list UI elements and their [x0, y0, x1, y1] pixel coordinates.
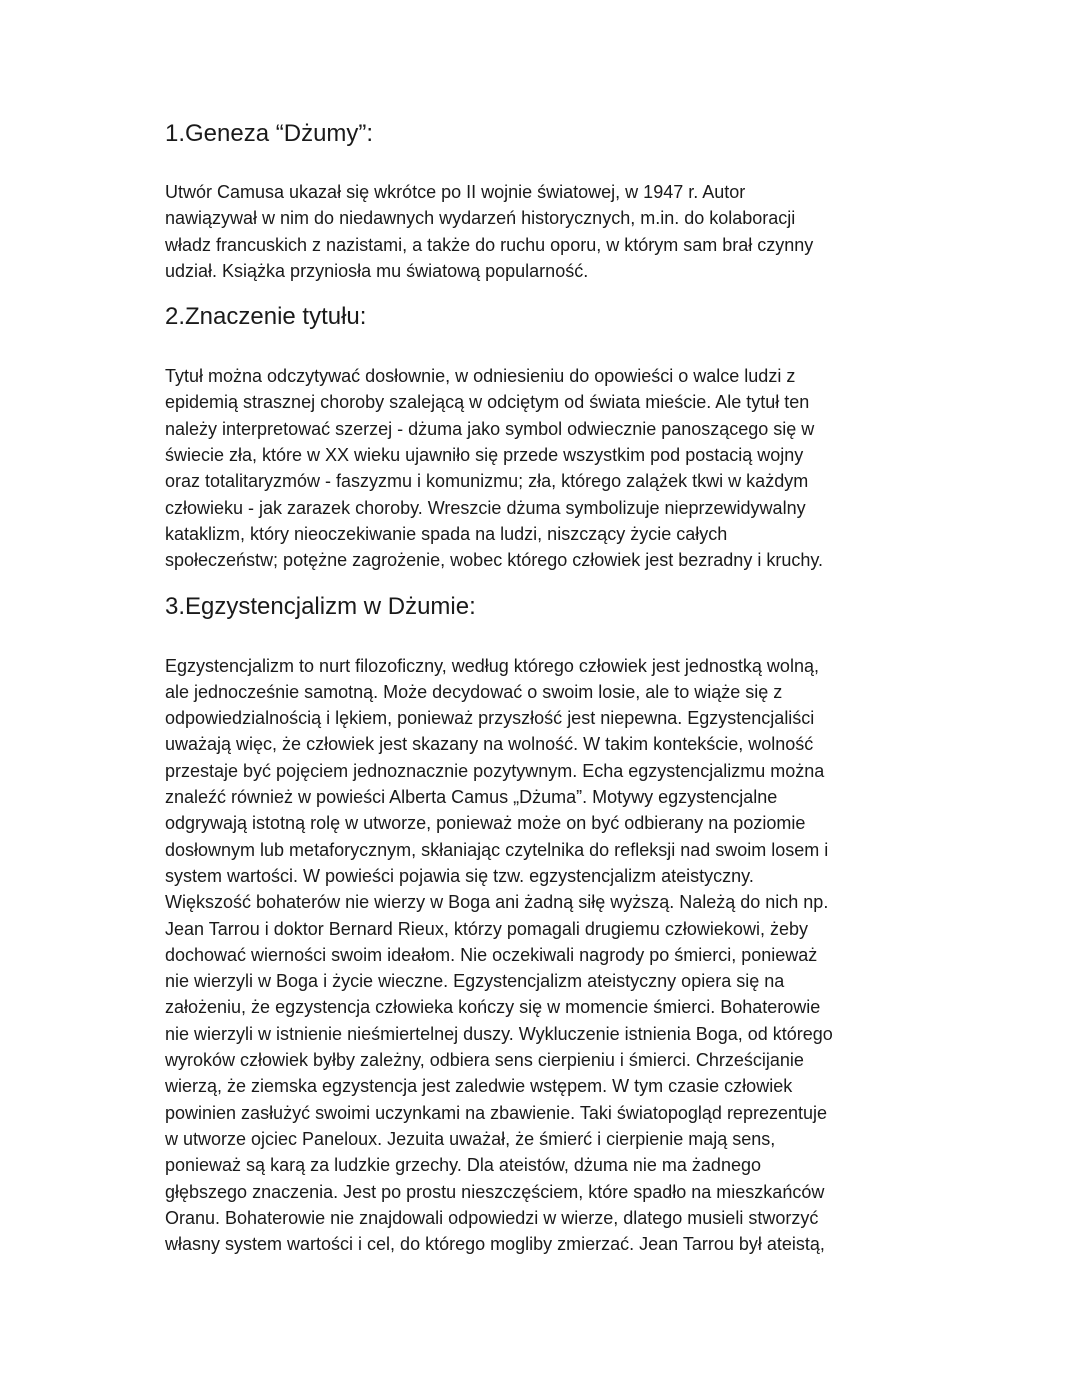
text-line: przestaje być pojęciem jednoznacznie pozytywnym. Echa egzystencjalizmu można: [165, 760, 825, 781]
text-line: odgrywają istotną rolę w utworze, ponieważ może on być odbierany na poziomie: [165, 813, 806, 834]
text-line: dosłownym lub metaforycznym, skłaniając czytelnika do refleksji nad swoim losem i: [165, 839, 829, 860]
section-heading-genesis: 1.Geneza “Dżumy”:: [165, 120, 374, 147]
text-line: własny system wartości i cel, do którego mogliby zmierzać. Jean Tarrou był ateistą,: [165, 1234, 825, 1255]
text-line: Egzystencjalizm to nurt filozoficzny, według którego człowiek jest jednostką wolną,: [165, 655, 819, 676]
text-line: nie wierzyli w Boga i życie wieczne. Egzystencjalizm ateistyczny opiera się na: [165, 971, 785, 992]
text-line: człowieku - jak zarazek choroby. Wreszcie dżuma symbolizuje nieprzewidywalny: [165, 497, 806, 518]
text-line: dochować wierności swoim ideałom. Nie oczekiwali nagrody po śmierci, ponieważ: [165, 944, 818, 965]
document-page: [165, 118, 925, 1257]
text-line: ale jednocześnie samotną. Może decydować o swoim losie, ale to wiąże się z: [165, 681, 783, 702]
text-line: powinien zasłużyć swoimi uczynkami na zbawienie. Taki światopogląd reprezentuje: [165, 1102, 828, 1123]
section-heading-title-meaning: 2.Znaczenie tytułu:: [165, 303, 367, 331]
text-line: ponieważ są karą za ludzkie grzechy. Dla ateistów, dżuma nie ma żadnego: [165, 1155, 761, 1176]
text-line: wyroków człowiek byłby zależny, odbiera sens cierpieniu i śmierci. Chrześcijanie: [165, 1050, 804, 1071]
text-line: społeczeństw; potężne zagrożenie, wobec którego człowiek jest bezradny i kruchy.: [165, 550, 824, 571]
text-line: system wartości. W powieści pojawia się tzw. egzystencjalizm ateistyczny.: [165, 865, 754, 886]
text-line: epidemią strasznej choroby szalejącą w odciętym od świata mieście. Ale tytuł ten: [165, 392, 810, 413]
text-line: udział. Książka przyniosła mu światową popularność.: [165, 260, 589, 281]
text-line: kataklizm, który nieoczekiwanie spada na ludzi, niszczący życie całych: [165, 523, 728, 544]
text-line: nawiązywał w nim do niedawnych wydarzeń historycznych, m.in. do kolaboracji: [165, 208, 796, 229]
section-paragraph-genesis: [165, 179, 925, 284]
text-line: Oranu. Bohaterowie nie znajdowali odpowiedzi w wierze, dlatego musieli stworzyć: [165, 1207, 819, 1228]
text-line: założeniu, że egzystencja człowieka kończy się w momencie śmierci. Bohaterowie: [165, 997, 821, 1018]
text-line: wierzą, że ziemska egzystencja jest zaledwie wstępem. W tym czasie człowiek: [165, 1076, 793, 1097]
text-line: władz francuskich z nazistami, a także do ruchu oporu, w którym sam brał czynny: [165, 234, 814, 255]
text-line: Jean Tarrou i doktor Bernard Rieux, którzy pomagali drugiemu człowiekowi, żeby: [165, 918, 808, 939]
text-line: Utwór Camusa ukazał się wkrótce po II wojnie światowej, w 1947 r. Autor: [165, 182, 746, 202]
text-line: Tytuł można odczytywać dosłownie, w odniesieniu do opowieści o walce ludzi z: [165, 366, 796, 387]
section-heading-existentialism: 3.Egzystencjalizm w Dżumie:: [165, 592, 476, 620]
text-line: głębszego znaczenia. Jest po prostu nieszczęściem, które spadło na mieszkańców: [165, 1181, 825, 1202]
text-line: nie wierzyli w istnienie nieśmiertelnej duszy. Wykluczenie istnienia Boga, od którego: [165, 1023, 833, 1044]
text-line: oraz totalitaryzmów - faszyzmu i komunizmu; zła, którego zalążek tkwi w każdym: [165, 471, 809, 492]
text-line: znaleźć również w powieści Alberta Camus „Dżuma”. Motywy egzystencjalne: [165, 787, 778, 808]
text-line: należy interpretować szerzej - dżuma jako symbol odwiecznie panoszącego się w: [165, 418, 815, 439]
section-paragraph-existentialism: [165, 653, 925, 1258]
section-paragraph-title-meaning: [165, 363, 925, 573]
text-line: świecie zła, które w XX wieku ujawniło się przede wszystkim pod postacią wojny: [165, 445, 804, 466]
text-line: Większość bohaterów nie wierzy w Boga ani żadną siłę wyższą. Należą do nich np.: [165, 892, 829, 913]
text-line: odpowiedzialnością i lękiem, ponieważ przyszłość jest niepewna. Egzystencjaliści: [165, 708, 815, 729]
text-line: uważają więc, że człowiek jest skazany na wolność. W takim kontekście, wolność: [165, 734, 814, 755]
text-line: w utworze ojciec Paneloux. Jezuita uważał, że śmierć i cierpienie mają sens,: [165, 1128, 776, 1149]
